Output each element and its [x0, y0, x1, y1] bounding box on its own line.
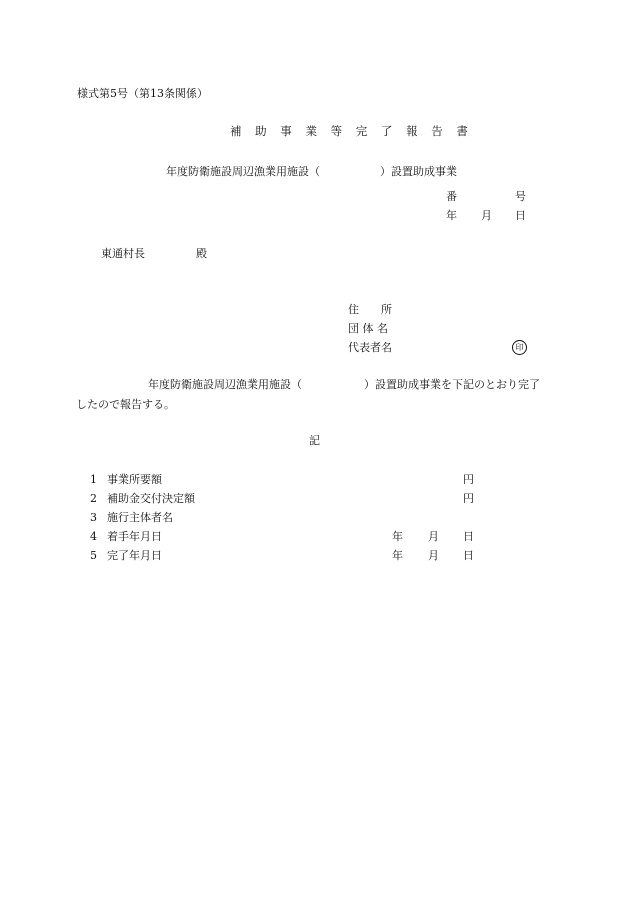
item-4-label: 着手年月日 — [107, 530, 162, 543]
item-3-number: 3 — [90, 511, 97, 524]
item-5-year: 年 — [392, 549, 403, 562]
subject-prefix: 年度防衛施設周辺漁業用施設（ — [166, 165, 320, 178]
seal-mark-label: 印 — [512, 340, 527, 355]
body-line1-suffix: ）設置助成事業を下記のとおり完了 — [364, 378, 540, 391]
number-label-go: 号 — [515, 190, 526, 203]
item-2-number: 2 — [90, 492, 97, 505]
item-4-year: 年 — [392, 530, 403, 543]
ki-heading: 記 — [309, 434, 320, 447]
addressee: 東通村長 — [101, 247, 145, 260]
item-1-label: 事業所要額 — [107, 473, 162, 486]
header-date-year: 年 — [446, 209, 457, 222]
item-4-month: 月 — [428, 530, 439, 543]
item-4-day: 日 — [463, 530, 474, 543]
address-label: 住 所 — [348, 303, 392, 316]
item-1-unit: 円 — [463, 473, 474, 486]
item-4-number: 4 — [90, 530, 97, 543]
item-5-month: 月 — [428, 549, 439, 562]
seal-mark — [512, 340, 527, 355]
item-3-label: 施行主体者名 — [107, 511, 173, 524]
honorific: 殿 — [196, 247, 207, 260]
form-number: 様式第5号（第13条関係） — [77, 87, 208, 100]
header-date-month: 月 — [481, 209, 492, 222]
representative-label: 代表者名 — [348, 341, 392, 354]
number-label-ban: 番 — [446, 190, 457, 203]
body-line1-prefix: 年度防衛施設周辺漁業用施設（ — [148, 378, 302, 391]
document-title: 補 助 事 業 等 完 了 報 告 書 — [230, 124, 473, 138]
item-1-number: 1 — [90, 473, 97, 486]
header-date-day: 日 — [515, 209, 526, 222]
body-line2: したので報告する。 — [76, 398, 175, 411]
subject-suffix: ）設置助成事業 — [380, 165, 457, 178]
item-5-number: 5 — [90, 549, 97, 562]
organization-label: 団 体 名 — [348, 322, 388, 335]
item-2-label: 補助金交付決定額 — [107, 492, 195, 505]
item-2-unit: 円 — [463, 492, 474, 505]
item-5-day: 日 — [463, 549, 474, 562]
item-5-label: 完了年月日 — [107, 549, 162, 562]
